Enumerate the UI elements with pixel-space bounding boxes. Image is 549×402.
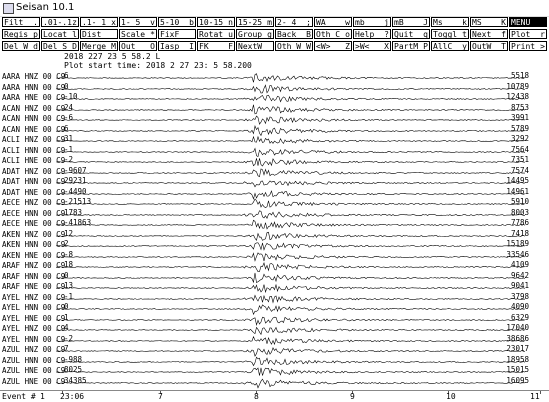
toolbar-button-0-12[interactable]: [470, 17, 508, 27]
station-channel-label: ACLI HNE 00 C9: [2, 156, 66, 165]
waveform-trace: [56, 137, 525, 144]
trace-row[interactable]: [0, 314, 549, 325]
waveform-trace: [56, 379, 525, 388]
station-channel-label: ACLI HNZ 00 C9: [2, 135, 66, 144]
button-shortcut-key: Z: [345, 42, 350, 51]
plot-start-time: Plot start time: 2018 2 27 23: 5 58.200: [64, 61, 252, 70]
button-shortcut-key: >: [540, 42, 545, 51]
button-shortcut-key: r: [540, 30, 545, 39]
trace-row[interactable]: [0, 335, 549, 346]
dc-offset: 0: [64, 81, 69, 91]
waveform-trace: [56, 243, 525, 250]
command-toolbar: [0, 16, 549, 52]
button-label: 15-25: [238, 18, 263, 27]
button-shortcut-key: W: [306, 42, 311, 51]
dc-offset: 0: [64, 270, 69, 280]
toolbar-button-2-3[interactable]: [119, 41, 157, 51]
max-amplitude: 8753: [510, 102, 529, 112]
toolbar-button-2-8[interactable]: [314, 41, 352, 51]
waveform-trace: [56, 249, 525, 260]
toolbar-button-2-5[interactable]: [197, 41, 235, 51]
time-tick-label: 9: [350, 392, 355, 401]
waveform-trace: [56, 181, 525, 187]
dc-offset: -2: [64, 155, 74, 164]
station-channel-label: AYEL HNZ 00 C9: [2, 324, 66, 333]
max-amplitude: 33546: [506, 249, 529, 259]
toolbar-button-2-4[interactable]: [158, 41, 196, 51]
button-shortcut-key: w: [345, 18, 350, 27]
dc-offset: -6: [64, 113, 74, 122]
toolbar-button-1-7[interactable]: [275, 29, 313, 39]
button-label: 5-10: [160, 18, 180, 27]
waveform-trace: [56, 354, 525, 365]
button-label: Merge: [82, 42, 107, 51]
button-label: Del S: [43, 42, 68, 51]
toolbar-button-2-9[interactable]: [353, 41, 391, 51]
station-channel-label: ARAF HNZ 00 C9: [2, 261, 66, 270]
toolbar-button-0-6[interactable]: [236, 17, 274, 27]
trace-row[interactable]: [0, 72, 549, 83]
max-amplitude: 38686: [506, 333, 529, 343]
button-shortcut-key: K: [501, 18, 506, 27]
button-shortcut-key: l: [72, 30, 77, 39]
button-shortcut-key: k: [462, 18, 467, 27]
button-shortcut-key: b: [189, 18, 194, 27]
button-shortcut-key: D: [72, 42, 77, 51]
toolbar-button-2-10[interactable]: [392, 41, 430, 51]
toolbar-button-1-3[interactable]: [119, 29, 157, 39]
button-label: Help: [355, 30, 375, 39]
button-shortcut-key: n: [228, 18, 233, 27]
dc-offset: 29231: [64, 176, 87, 185]
toolbar-button-2-0[interactable]: [2, 41, 40, 51]
dc-offset: -10: [64, 92, 78, 101]
station-channel-label: AYEL HNE 00 C9: [2, 313, 66, 323]
time-tick-label: 8: [254, 392, 259, 401]
toolbar-button-0-8[interactable]: [314, 17, 352, 27]
time-tick-mark: [540, 391, 541, 394]
button-label: Plot: [511, 30, 531, 39]
max-amplitude: 7418: [510, 228, 529, 238]
toolbar-button-2-1[interactable]: [41, 41, 79, 51]
button-label: Oth W: [277, 42, 302, 51]
max-amplitude: 3798: [510, 291, 529, 301]
waveform-trace: [56, 74, 525, 83]
dc-offset: -1: [64, 291, 74, 301]
waveform-trace: [56, 295, 525, 302]
waveform-trace: [56, 199, 525, 208]
toolbar-button-0-7[interactable]: [275, 17, 313, 27]
dc-offset: -2: [64, 333, 74, 343]
button-label: Regis: [4, 30, 29, 39]
button-shortcut-key: v: [150, 18, 155, 27]
trace-row[interactable]: [0, 356, 549, 367]
station-channel-label: ADAT HNN 00 C9: [2, 177, 66, 186]
station-channel-label: AZUL HNZ 00 C9: [2, 345, 66, 354]
max-amplitude: 16095: [506, 375, 529, 385]
button-shortcut-key: z: [72, 18, 77, 27]
trace-row[interactable]: [0, 114, 549, 125]
toolbar-button-0-11[interactable]: [431, 17, 469, 27]
max-amplitude: 12438: [506, 92, 529, 101]
dc-offset: -21513: [64, 197, 92, 206]
station-channel-label: ADAT HNZ 00 C9: [2, 166, 66, 176]
button-shortcut-key: x: [111, 18, 116, 27]
button-label: Group: [238, 30, 263, 39]
trace-row[interactable]: [0, 324, 549, 335]
button-shortcut-key: _: [111, 30, 116, 39]
station-channel-label: ARAF HNN 00 C9: [2, 271, 66, 281]
station-channel-label: AZUL HNE 00 C9: [2, 366, 66, 375]
button-shortcut-key: I: [189, 42, 194, 51]
button-shortcut-key: f: [501, 30, 506, 39]
trace-row[interactable]: [0, 282, 549, 293]
waveform-trace: [56, 285, 525, 292]
waveform-trace: [56, 95, 525, 101]
button-shortcut-key: m: [267, 18, 272, 27]
button-label: Locat: [43, 30, 68, 39]
station-channel-label: AZUL HNE 00 C9: [2, 376, 66, 386]
toolbar-button-0-2[interactable]: [80, 17, 118, 27]
button-shortcut-key: ;: [306, 18, 311, 27]
event-header-line: 2018 227 23 5 58.2 L: [64, 52, 161, 61]
station-channel-label: AARA HNE 00 C9: [2, 93, 66, 102]
time-axis: [0, 390, 549, 402]
waveform-trace: [56, 263, 525, 272]
time-tick-label: 7: [158, 392, 163, 401]
button-label: <W>: [316, 42, 331, 51]
toolbar-button-1-8[interactable]: [314, 29, 352, 39]
trace-row[interactable]: [0, 230, 549, 241]
button-label: FixF: [160, 30, 180, 39]
toolbar-button-1-0[interactable]: [2, 29, 40, 39]
max-amplitude: 7786: [510, 218, 529, 227]
dc-offset: 7: [64, 344, 69, 353]
toolbar-button-0-4[interactable]: [158, 17, 196, 27]
station-channel-label: AECE HNZ 00 C9: [2, 198, 66, 207]
button-shortcut-key: B: [306, 30, 311, 39]
button-label: FK: [199, 42, 209, 51]
trace-row[interactable]: [0, 377, 549, 388]
window-title: Seisan 10.1: [16, 2, 75, 13]
trace-row[interactable]: [0, 303, 549, 314]
trace-row[interactable]: [0, 251, 549, 262]
title-bar: [0, 0, 549, 17]
button-label: mb: [355, 18, 365, 27]
waveform-trace: [56, 85, 525, 93]
button-shortcut-key: P: [423, 42, 428, 51]
max-amplitude: 5789: [510, 123, 529, 133]
max-amplitude: 10789: [506, 81, 529, 91]
button-shortcut-key: T: [501, 42, 506, 51]
station-channel-label: AKEN HNN 00 C9: [2, 240, 66, 249]
button-shortcut-key: M: [111, 42, 116, 51]
button-shortcut-key: j: [384, 18, 389, 27]
max-amplitude: 9642: [510, 270, 529, 280]
station-channel-label: ADAT HNE 00 C9: [2, 187, 66, 197]
max-amplitude: 5518: [510, 71, 529, 80]
trace-row[interactable]: [0, 125, 549, 136]
button-shortcut-key: d: [33, 42, 38, 51]
trace-row[interactable]: [0, 345, 549, 356]
dc-offset: 4: [64, 323, 69, 332]
station-channel-label: AKEN HNE 00 C9: [2, 250, 66, 260]
button-shortcut-key: J: [423, 18, 428, 27]
station-channel-label: AKEN HNZ 00 C9: [2, 229, 66, 239]
station-channel-label: ACAN HNN 00 C9: [2, 114, 66, 123]
waveform-trace: [56, 123, 525, 135]
dc-offset: 12: [64, 228, 74, 238]
max-amplitude: 7564: [510, 144, 529, 154]
trace-row[interactable]: [0, 104, 549, 115]
toolbar-button-1-13[interactable]: [509, 29, 547, 39]
trace-row[interactable]: [0, 198, 549, 209]
event-header: [0, 52, 549, 72]
toolbar-button-1-4[interactable]: [158, 29, 196, 39]
button-shortcut-key: u: [228, 30, 233, 39]
toolbar-button-0-10[interactable]: [392, 17, 430, 27]
trace-row[interactable]: [0, 135, 549, 146]
waveform-trace: [56, 158, 525, 166]
max-amplitude: 6329: [510, 312, 529, 322]
button-label: Print: [511, 42, 536, 51]
max-amplitude: 18958: [506, 354, 529, 364]
button-label: AllC: [433, 42, 453, 51]
station-channel-label: AYEL HNN 00 C9: [2, 303, 66, 312]
station-channel-label: AECE HNN 00 C9: [2, 208, 66, 218]
toolbar-button-1-1[interactable]: [41, 29, 79, 39]
app-icon: [3, 3, 14, 14]
button-label: >W<: [355, 42, 370, 51]
dc-offset: 1783: [64, 207, 83, 217]
max-amplitude: 7574: [510, 165, 529, 175]
waveform-trace: [56, 116, 525, 124]
button-shortcut-key: X: [384, 42, 389, 51]
button-shortcut-key: o: [345, 30, 350, 39]
max-amplitude: 14961: [506, 186, 529, 196]
button-label: Next: [472, 30, 492, 39]
max-amplitude: 4109: [510, 260, 529, 269]
dc-offset: -9607: [64, 165, 87, 175]
dc-offset: -988: [64, 354, 83, 364]
button-label: mB: [394, 18, 404, 27]
button-shortcut-key: *: [150, 30, 155, 39]
dc-offset: 34385: [64, 375, 87, 385]
dc-offset: -41863: [64, 218, 92, 227]
trace-panel[interactable]: [0, 72, 549, 390]
button-label: MENU: [511, 18, 531, 27]
trace-row[interactable]: [0, 272, 549, 283]
dc-offset: -8: [64, 249, 74, 259]
toolbar-button-2-12[interactable]: [470, 41, 508, 51]
station-channel-label: AARA HNZ 00 C9: [2, 72, 66, 81]
dc-offset: 6: [64, 123, 69, 133]
button-label: Dist: [82, 30, 102, 39]
dc-offset: 0: [64, 302, 69, 311]
time-tick-label: 11: [530, 392, 540, 401]
toolbar-button-1-9[interactable]: [353, 29, 391, 39]
trace-row[interactable]: [0, 93, 549, 104]
trace-row[interactable]: [0, 146, 549, 157]
max-amplitude: 3991: [510, 113, 529, 122]
button-label: Filt: [4, 18, 24, 27]
button-shortcut-key: F: [228, 42, 233, 51]
station-channel-label: AZUL HNN 00 C9: [2, 355, 66, 365]
station-channel-label: ACLI HNN 00 C9: [2, 145, 66, 155]
toolbar-button-0-3[interactable]: [119, 17, 157, 27]
waveform-trace: [56, 165, 525, 176]
trace-row[interactable]: [0, 261, 549, 272]
waveform-trace: [56, 368, 525, 376]
button-label: 1- 5: [121, 18, 141, 27]
max-amplitude: 7351: [510, 155, 529, 164]
button-shortcut-key: .: [33, 18, 38, 27]
station-channel-label: AARA HNN 00 C9: [2, 82, 66, 92]
toolbar-button-1-6[interactable]: [236, 29, 274, 39]
toolbar-button-2-13[interactable]: [509, 41, 547, 51]
toolbar-button-1-5[interactable]: [197, 29, 235, 39]
toolbar-button-1-12[interactable]: [470, 29, 508, 39]
dc-offset: 31: [64, 134, 74, 143]
toolbar-button-2-7[interactable]: [275, 41, 313, 51]
button-label: Rotat: [199, 30, 224, 39]
button-label: PartM: [394, 42, 419, 51]
button-label: Oth C: [316, 30, 341, 39]
button-label: Quit: [394, 30, 414, 39]
button-label: 10-15: [199, 18, 224, 27]
trace-row[interactable]: [0, 219, 549, 230]
waveform-trace: [56, 220, 525, 229]
button-label: .01-.1: [43, 18, 72, 27]
station-channel-label: ARAF HNE 00 C9: [2, 282, 66, 291]
toolbar-button-0-0[interactable]: [2, 17, 40, 27]
station-channel-label: AYEL HNN 00 C9: [2, 334, 66, 344]
dc-offset: 24: [64, 102, 74, 112]
toolbar-button-2-6[interactable]: [236, 41, 274, 51]
max-amplitude: 3292: [510, 134, 529, 143]
max-amplitude: 17040: [506, 323, 529, 332]
button-label: 2- 4: [277, 18, 297, 27]
max-amplitude: 8003: [510, 207, 529, 217]
toolbar-button-0-9[interactable]: [353, 17, 391, 27]
toolbar-button-2-11[interactable]: [431, 41, 469, 51]
time-tick-label: 10: [446, 392, 456, 401]
max-amplitude: 9041: [510, 281, 529, 290]
button-shortcut-key: ?: [384, 30, 389, 39]
dc-offset: -1: [64, 144, 74, 154]
toolbar-button-1-2[interactable]: [80, 29, 118, 39]
button-shortcut-key: q: [423, 30, 428, 39]
max-amplitude: 15015: [506, 365, 529, 374]
station-channel-label: ACAN HNZ 00 C9: [2, 103, 66, 113]
button-shortcut-key: p: [33, 30, 38, 39]
button-label: NextW: [238, 42, 263, 51]
toolbar-button-0-1[interactable]: [41, 17, 79, 27]
max-amplitude: 23017: [506, 344, 529, 353]
waveform-trace: [56, 327, 525, 334]
dc-offset: 13: [64, 281, 74, 290]
toolbar-button-2-2[interactable]: [80, 41, 118, 51]
station-channel-label: AYEL HNZ 00 C9: [2, 292, 66, 302]
button-label: OutW: [472, 42, 492, 51]
station-channel-label: AECE HNE 00 C9: [2, 219, 66, 228]
button-label: Del W: [4, 42, 29, 51]
dc-offset: 18: [64, 260, 74, 269]
waveform-trace: [56, 272, 525, 282]
toolbar-button-1-10[interactable]: [392, 29, 430, 39]
dc-offset: -4490: [64, 186, 87, 196]
button-shortcut-key: y: [462, 42, 467, 51]
max-amplitude: 4090: [510, 302, 529, 311]
button-shortcut-key: O: [150, 42, 155, 51]
button-label: Ms: [433, 18, 443, 27]
trace-row[interactable]: [0, 83, 549, 94]
waveform-trace: [56, 207, 525, 217]
max-amplitude: 14495: [506, 176, 529, 185]
button-shortcut-key: t: [462, 30, 467, 39]
waveform-trace: [56, 148, 525, 156]
time-tick-label: 23:06: [60, 392, 85, 401]
dc-offset: 1: [64, 312, 69, 322]
dc-offset: 8025: [64, 365, 83, 374]
max-amplitude: 5910: [510, 197, 529, 206]
waveform-trace: [56, 232, 525, 240]
waveform-trace: [56, 333, 525, 343]
button-label: Out: [121, 42, 136, 51]
button-label: Toggl: [433, 30, 458, 39]
button-label: Iasp: [160, 42, 180, 51]
waveform-trace: [56, 104, 525, 113]
max-amplitude: 15189: [506, 239, 529, 248]
button-label: WA: [316, 18, 326, 27]
toolbar-button-0-5[interactable]: [197, 17, 235, 27]
dc-offset: 6: [64, 71, 69, 80]
trace-row[interactable]: [0, 240, 549, 251]
button-label: Scale: [121, 30, 146, 39]
waveform: [56, 377, 526, 389]
button-label: MS: [472, 18, 482, 27]
station-channel-label: ACAN HNE 00 C9: [2, 124, 66, 134]
button-label: .1- 1: [82, 18, 107, 27]
button-shortcut-key: g: [267, 30, 272, 39]
dc-offset: 2: [64, 239, 69, 248]
button-label: Back: [277, 30, 297, 39]
event-label: Event #: [2, 392, 36, 401]
toolbar-button-1-11[interactable]: [431, 29, 469, 39]
toolbar-button-0-13[interactable]: [509, 17, 547, 27]
event-number: 1: [40, 392, 45, 401]
trace-row[interactable]: [0, 293, 549, 304]
